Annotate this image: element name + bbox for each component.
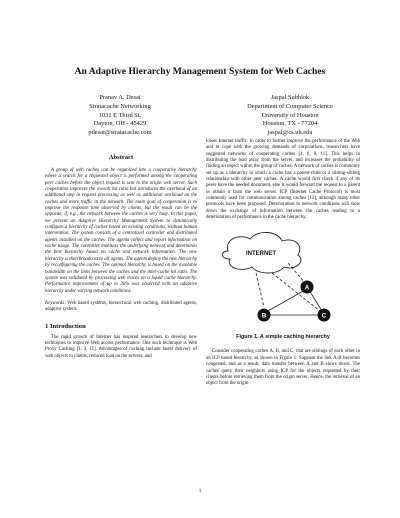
author-name: Pranav A. Desai [99, 94, 141, 101]
left-column [45, 154, 197, 360]
author-street: 1031 E Third St. [98, 111, 142, 119]
figure-caption: Figure 1. A simple caching hierarchy [236, 334, 330, 341]
author-city: Houston, TX - 77204 [262, 120, 318, 128]
author-street: University of Houston [261, 111, 319, 119]
author-affiliation: Department of Computer Science [247, 102, 333, 110]
abstract-text: A group of web caches can be organized into a cooperative hierarchy where a search for a requested object is performed among the cooperating peer caches before the object request is sent to the origin web server. Such cooperation improves the overall hit ratio but introduces the overhead of an additional step in request processing as well as additional workload on the caches and more traffic in the network. The main goal of cooperation is to improve the response time observed by clients, but the result can be the opposite, if, e.g., the network between the caches is very busy. In this paper, we present an Adaptive Hierarchy Management System to dynamically configure a hierarchy of caches based on existing conditions, without human intervention. The system consists of a centralized controller and distributed agents installed on the caches. The agents collect and report information on cache usage. The controller monitors the underlying network and determines the best hierarchy based on cache and network information. The new hierarchy is then broadcast to all agents. The agents deploy the new hierarchy by reconfiguring the caches. The optimal hierarchy is based on the available bandwidth on the links between the caches and the inter-cache hit ratio. The system was validated by processing web traces on a Squid cache hierarchy. Performance improvement of up to 30% was observed with an adaptive hierarchy under varying network conditions. [45, 168, 197, 294]
paper-title: An Adaptive Hierarchy Management System for Web Caches [74, 66, 326, 77]
intro-heading: 1 Introduction [45, 322, 86, 330]
author-affiliation: Stratacache Networking [89, 102, 151, 110]
author-email: pdesai@stratacache.com [88, 129, 152, 137]
right-column [206, 139, 360, 388]
link-a-b [268, 290, 305, 311]
figure-1 [206, 229, 360, 331]
author-1 [40, 94, 200, 138]
node-b-label: B [261, 312, 267, 320]
node-a-label: A [304, 284, 310, 292]
link-internet-c [272, 273, 320, 311]
caching-hierarchy-diagram [206, 229, 360, 331]
author-name: Jaspal Subhlok [270, 94, 310, 101]
keywords-label: Keywords: [45, 300, 66, 306]
author-email: jaspal@cs.uh.edu [267, 129, 313, 137]
keywords-text: Web based systems, hierarchical web caching, distributed agents, adaptive system. [45, 300, 197, 313]
body-paragraph: lower Internet traffic. In order to further improve the performance of the Web and to cope with the growing demands of corporations, researchers have suggested networks of cooperating caches [4, 6, 8, 11]. This helps in distributing the load away from the server, and increases the probability of finding an object within the group of caches. A network of caches is commonly set up as a hierarchy in which a cache has a parent-child or a sibling-sibling relationship with other peer caches. A cache would first check if any of its peers have the needed document, else it would forward the request to a parent or obtain it from the web server. ICP (Internet Cache Protocol) is most commonly used for communication among caches [12], although many other protocols have been proposed. Deterioration in network conditions will slow down the exchange of information between the caches leading to a deterioration of performance in the cache hierarchy. [206, 139, 360, 221]
author-city: Dayton, OH - 45429 [93, 120, 147, 128]
internet-cloud-label: INTERNET [246, 251, 276, 258]
link-internet-b [256, 273, 264, 307]
page-number: 1 [198, 488, 202, 494]
intro-text: The rapid growth of Internet has inspired researchers to develop new techniques to improve Web access performance. One such technique is Web Proxy Caching [1, 3, 11]. Advantages of caching include faster delivery of web objects to clients, reduced load on the servers, and [45, 334, 197, 359]
author-2 [210, 94, 370, 138]
node-c-label: C [321, 312, 327, 320]
keywords [45, 301, 197, 314]
body-paragraph: Consider cooperating caches A, B, and C, that are siblings of each other in an ICP based hierarchy, as shown in Figure 1. Suppose the link A-B becomes congested, and as a result, data transfer between A and B slows down. The caches query their neighbors using ICP for the objects requested by their clients before retrieving them from the origin server. Hence, the retrieval of an object from the origin [206, 349, 360, 387]
abstract-heading: Abstract [108, 154, 134, 161]
